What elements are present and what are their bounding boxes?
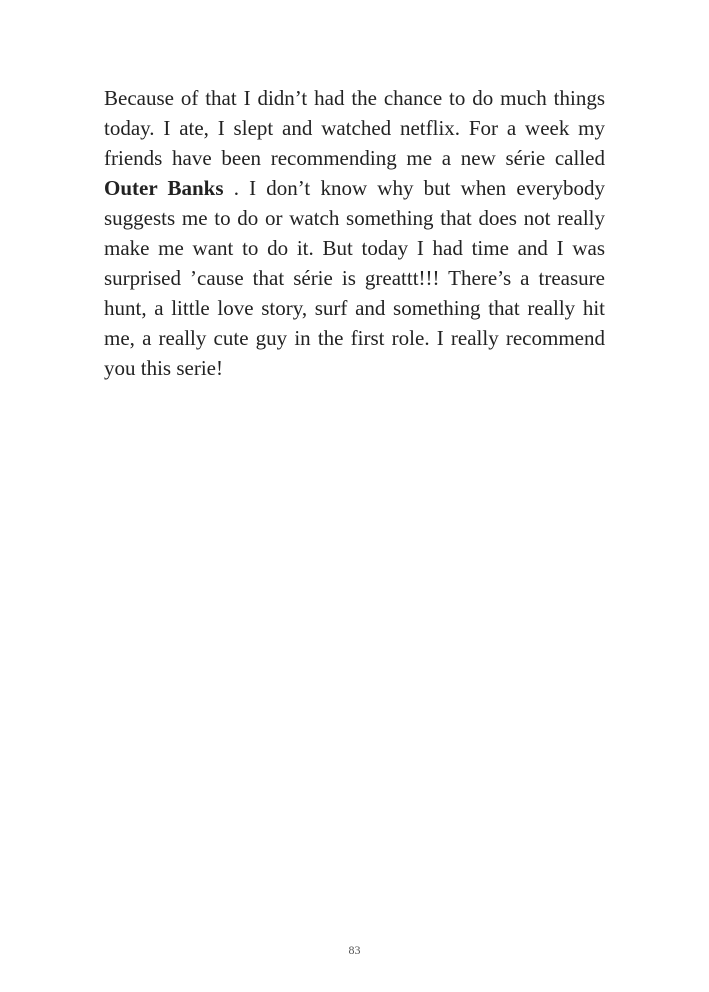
page-number: 83 xyxy=(348,943,361,957)
show-title: Outer Banks xyxy=(104,176,224,200)
body-paragraph xyxy=(104,83,605,383)
paragraph-text-after-title: . I don’t know why but when everybody suggests me to do or watch something that does not really make me want to do it. But today I had time and I was surprised ’cause that série is greattt!!! There’s a treasure hunt, a little love story, surf and something that really hit me, a really cute guy in the first role. I really recommend you this serie! xyxy=(104,176,605,380)
paragraph-text-before-title: Because of that I didn’t had the chance to do much things today. I ate, I slept and watched netflix. For a week my friends have been recommending me a new série called xyxy=(104,86,605,170)
